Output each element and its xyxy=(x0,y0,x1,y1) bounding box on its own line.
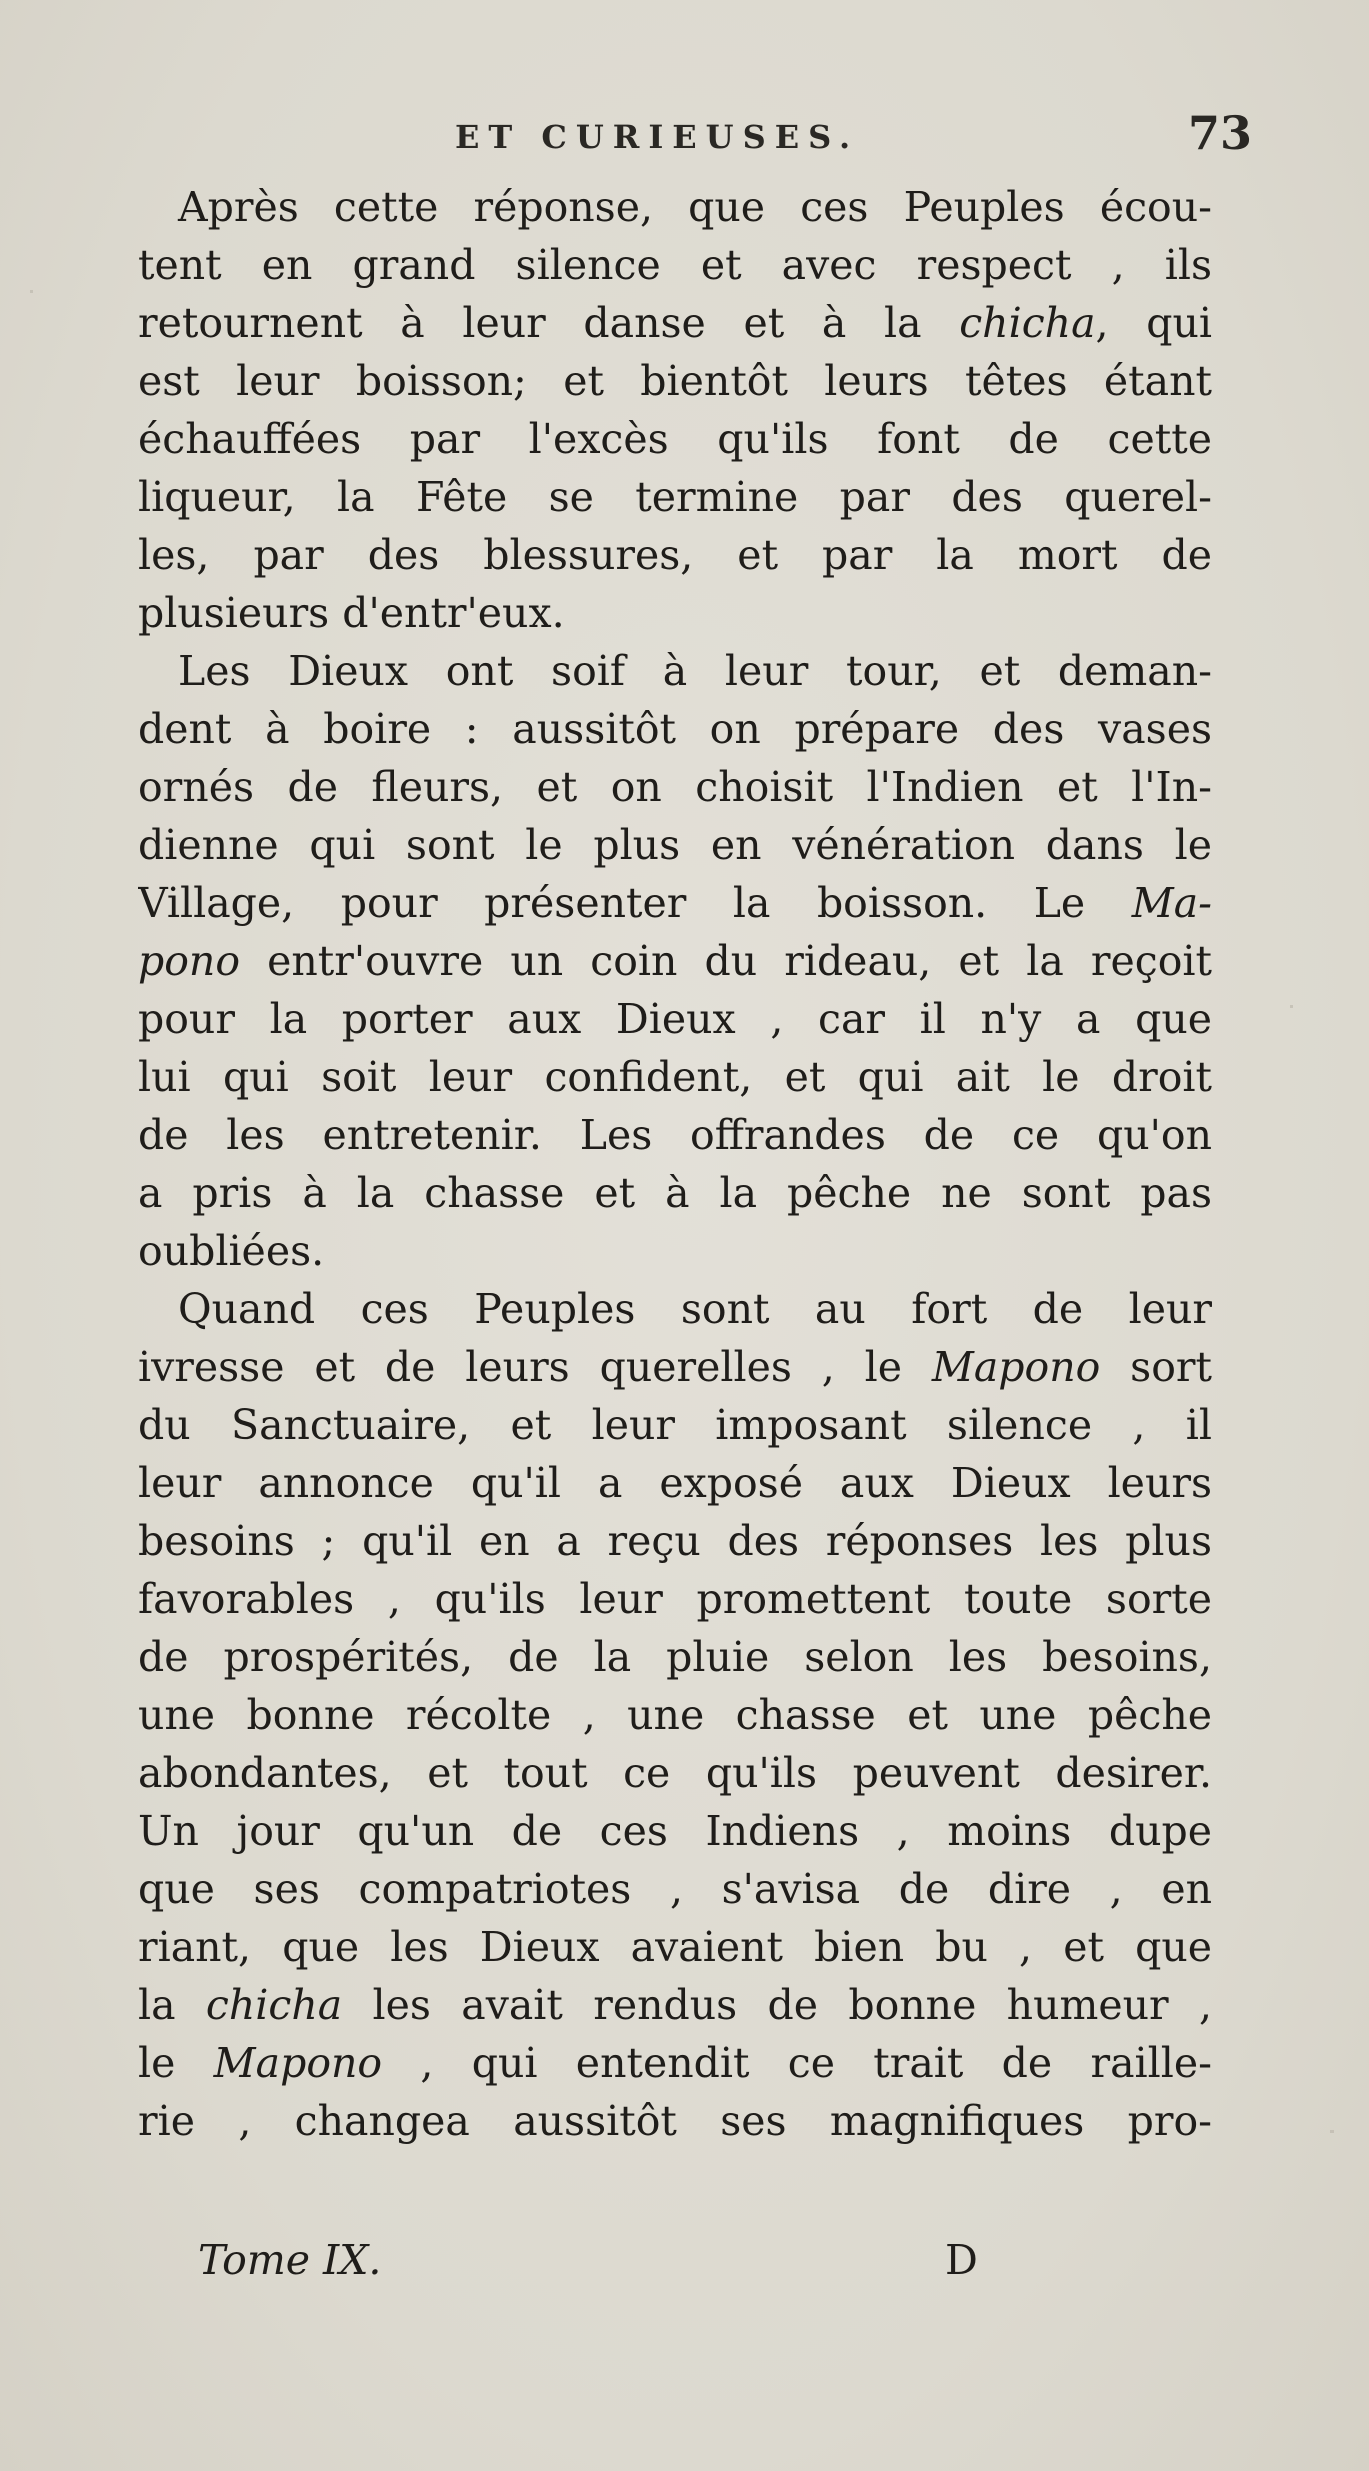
text-line-26: de prospérités, de la pluie selon les besoins, xyxy=(138,1633,1212,1681)
text-line-22: du Sanctuaire, et leur imposant silence , il xyxy=(138,1401,1212,1449)
italic-term: Ma- xyxy=(1131,879,1212,927)
text-line-7: les, par des blessures, et par la mort de xyxy=(138,531,1212,579)
signature-mark: D xyxy=(945,2236,978,2284)
running-title: ET CURIEUSES. xyxy=(455,118,860,156)
paper-speck xyxy=(1330,2130,1334,2133)
paper-speck xyxy=(30,290,33,293)
page-number: 73 xyxy=(1188,106,1253,160)
text-line-3: retournent à leur danse et à la chicha, qui xyxy=(138,299,1212,347)
text-line-16: lui qui soit leur confident, et qui ait le droit xyxy=(138,1053,1212,1101)
text-line-32: la chicha les avait rendus de bonne humeur , xyxy=(138,1981,1212,2029)
text-line-1: Après cette réponse, que ces Peuples écou- xyxy=(178,183,1212,231)
text-line-30: que ses compatriotes , s'avisa de dire , en xyxy=(138,1865,1212,1913)
italic-term: chicha xyxy=(959,299,1096,347)
text-line-21: ivresse et de leurs querelles , le Mapono sort xyxy=(138,1343,1212,1391)
text-line-11: ornés de fleurs, et on choisit l'Indien et l'In- xyxy=(138,763,1212,811)
text-line-23: leur annonce qu'il a exposé aux Dieux leurs xyxy=(138,1459,1212,1507)
text-line-17: de les entretenir. Les offrandes de ce qu'on xyxy=(138,1111,1212,1159)
text-line-15: pour la porter aux Dieux , car il n'y a que xyxy=(138,995,1212,1043)
text-line-12: dienne qui sont le plus en vénération dans le xyxy=(138,821,1212,869)
text-line-6: liqueur, la Fête se termine par des querel- xyxy=(138,473,1212,521)
text-line-8: plusieurs d'entr'eux. xyxy=(138,589,565,637)
text-line-29: Un jour qu'un de ces Indiens , moins dupe xyxy=(138,1807,1212,1855)
text-line-33: le Mapono , qui entendit ce trait de raille- xyxy=(138,2039,1212,2087)
text-line-25: favorables , qu'ils leur promettent toute sorte xyxy=(138,1575,1212,1623)
text-line-24: besoins ; qu'il en a reçu des réponses les plus xyxy=(138,1517,1212,1565)
text-line-20: Quand ces Peuples sont au fort de leur xyxy=(178,1285,1212,1333)
paper-speck xyxy=(1290,1005,1293,1008)
text-line-5: échauffées par l'excès qu'ils font de cette xyxy=(138,415,1212,463)
italic-term: pono xyxy=(138,937,241,985)
volume-signature: Tome IX. xyxy=(198,2236,382,2284)
text-line-18: a pris à la chasse et à la pêche ne sont pas xyxy=(138,1169,1212,1217)
text-line-4: est leur boisson; et bientôt leurs têtes étant xyxy=(138,357,1212,405)
italic-term: Mapono xyxy=(213,2039,383,2087)
text-line-2: tent en grand silence et avec respect , ils xyxy=(138,241,1212,289)
text-line-31: riant, que les Dieux avaient bien bu , et que xyxy=(138,1923,1212,1971)
text-line-14: pono entr'ouvre un coin du rideau, et la reçoit xyxy=(138,937,1212,985)
italic-term: Mapono xyxy=(931,1343,1101,1391)
text-line-27: une bonne récolte , une chasse et une pêche xyxy=(138,1691,1212,1739)
body-text xyxy=(138,178,1212,2150)
text-line-34: rie , changea aussitôt ses magnifiques pro- xyxy=(138,2097,1212,2145)
italic-term: chicha xyxy=(205,1981,343,2029)
text-line-9: Les Dieux ont soif à leur tour, et deman- xyxy=(178,647,1212,695)
text-line-28: abondantes, et tout ce qu'ils peuvent desirer. xyxy=(138,1749,1212,1797)
text-line-10: dent à boire : aussitôt on prépare des vases xyxy=(138,705,1212,753)
text-line-19: oubliées. xyxy=(138,1227,325,1275)
text-line-13: Village, pour présenter la boisson. Le Ma- xyxy=(138,879,1212,927)
